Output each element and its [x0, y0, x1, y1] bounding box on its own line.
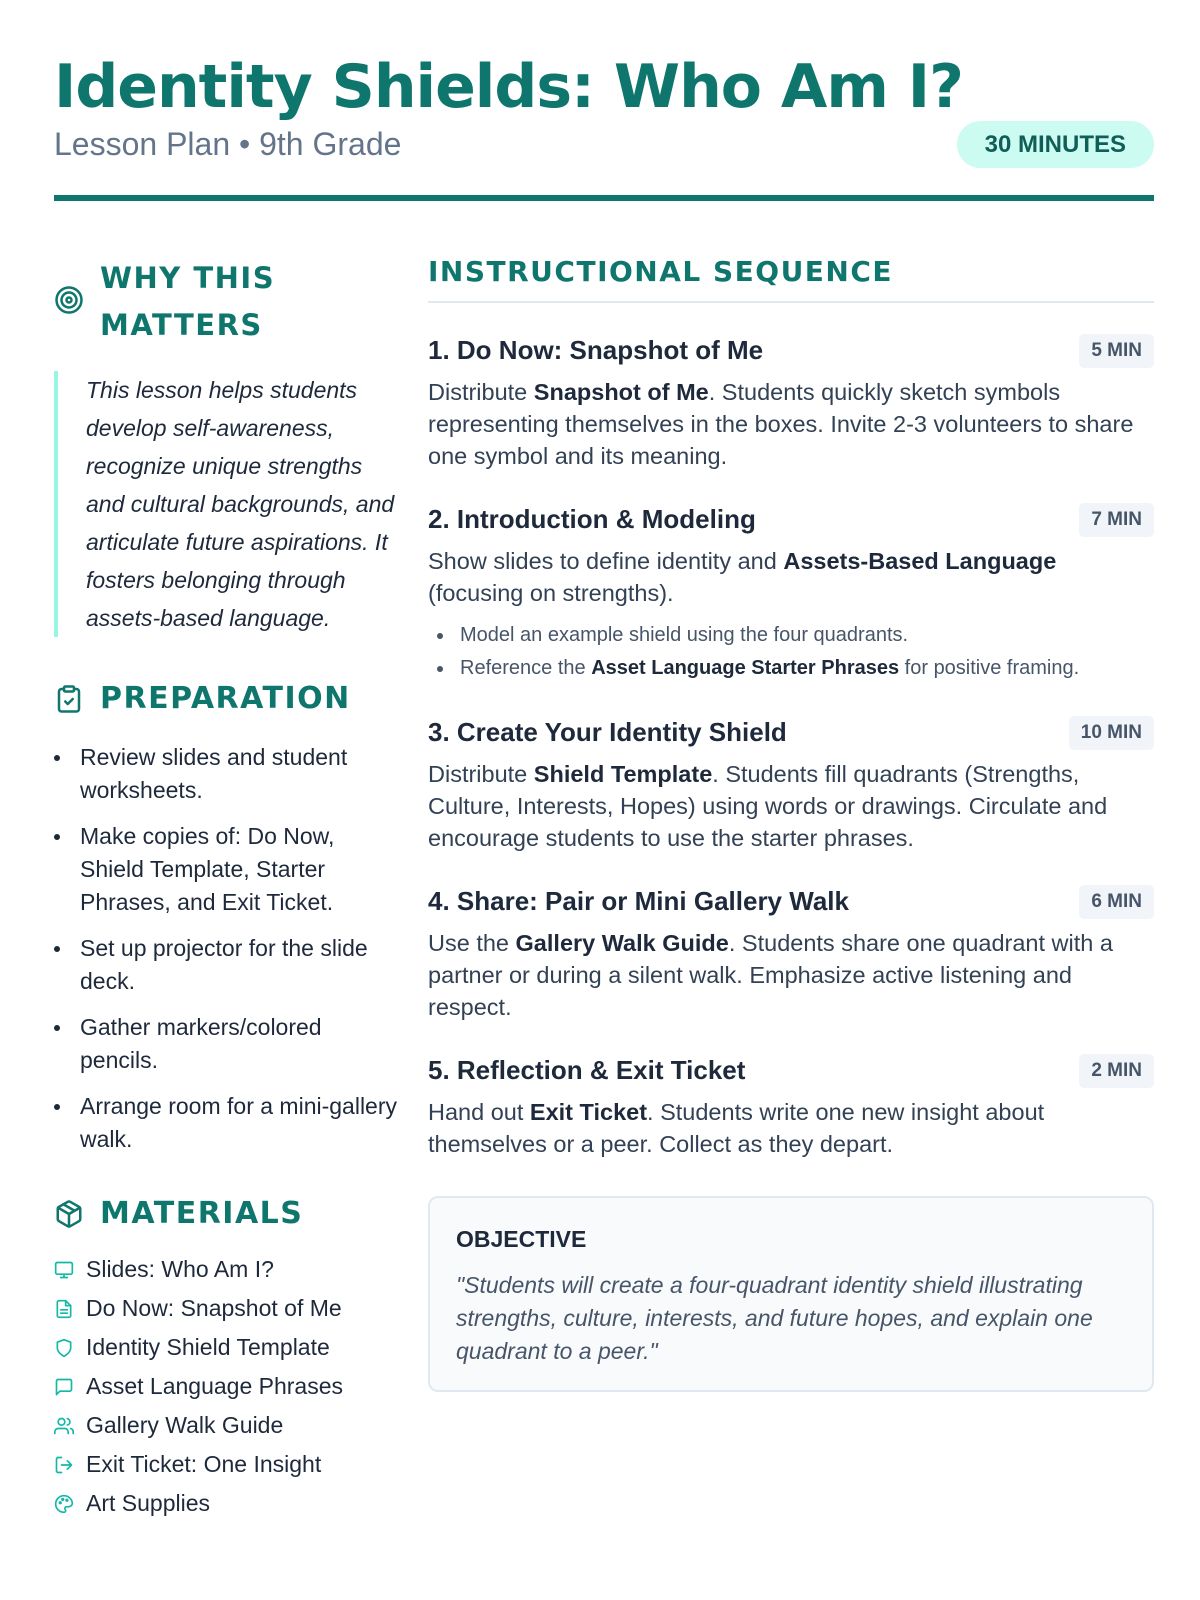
step-bullet-list [428, 619, 1154, 685]
step-duration-badge: 7 MIN [1079, 503, 1154, 537]
preparation-item: Set up projector for the slide deck. [54, 932, 404, 998]
step-text: for positive framing. [899, 657, 1080, 679]
material-label: Do Now: Snapshot of Me [86, 1295, 342, 1321]
document-icon [54, 1299, 74, 1319]
preparation-item: Review slides and student worksheets. [54, 741, 404, 807]
step-description [428, 758, 1154, 854]
material-label: Slides: Who Am I? [86, 1256, 274, 1282]
target-icon [54, 285, 84, 315]
material-label: Gallery Walk Guide [86, 1412, 284, 1438]
step-text: Distribute [428, 761, 534, 787]
page-subtitle: Lesson Plan • 9th Grade [54, 126, 402, 162]
preparation-heading [54, 681, 404, 717]
step-duration-badge: 6 MIN [1079, 885, 1154, 919]
step-text: . Students write one new insight about themselves or a peer. Collect as they depart. [428, 1099, 1045, 1157]
step-title: 5. Reflection & Exit Ticket [428, 1055, 746, 1085]
step-text: Hand out [428, 1099, 530, 1125]
users-icon [54, 1416, 74, 1436]
material-label: Identity Shield Template [86, 1334, 330, 1360]
step-description [428, 927, 1154, 1023]
page-title: Identity Shields: Who Am I? [54, 52, 963, 122]
material-item [54, 1328, 404, 1367]
step-text-bold: Exit Ticket [529, 1099, 648, 1125]
step-title: 2. Introduction & Modeling [428, 504, 756, 534]
step-text-bold: Asset Language Starter Phrases [591, 657, 900, 679]
sequence-step [428, 502, 1154, 685]
step-text: . Students share one quadrant with a partner or during a silent walk. Emphasize active listening and respect. [428, 930, 1113, 1020]
palette-icon [54, 1494, 74, 1514]
materials-heading-label: MATERIALS [100, 1196, 304, 1231]
step-description [428, 376, 1154, 472]
shield-icon [54, 1338, 74, 1358]
step-bullet: Model an example shield using the four quadrants. [428, 619, 1154, 652]
message-icon [54, 1377, 74, 1397]
step-text: (focusing on strengths). [428, 580, 674, 606]
step-text: Reference the [460, 657, 592, 679]
sequence-step [428, 333, 1154, 472]
step-text-bold: Assets-Based Language [783, 548, 1057, 574]
preparation-item: Arrange room for a mini-gallery walk. [54, 1090, 404, 1156]
step-text: . Students quickly sketch symbols representing themselves in the boxes. Invite 2-3 volunteers to share one symbol and its meaning. [428, 379, 1134, 469]
why-this-matters-heading [54, 255, 404, 349]
material-item [54, 1484, 404, 1523]
step-text: . Students fill quadrants (Strengths, Culture, Interests, Hopes) using words or drawings. Circulate and encourage students to use the starter phrases. [428, 761, 1108, 851]
step-title: 4. Share: Pair or Mini Gallery Walk [428, 886, 849, 916]
preparation-item: Make copies of: Do Now, Shield Template, Starter Phrases, and Exit Ticket. [54, 820, 404, 919]
material-item [54, 1445, 404, 1484]
step-description [428, 545, 1154, 609]
material-item [54, 1367, 404, 1406]
step-text-bold: Gallery Walk Guide [515, 930, 729, 956]
step-text-bold: Snapshot of Me [533, 379, 709, 405]
step-text: Show slides to define identity and [428, 548, 784, 574]
clipboard-check-icon [54, 684, 84, 714]
why-heading-line2: MATTERS [100, 308, 263, 342]
material-item [54, 1250, 404, 1289]
objective-box [428, 1196, 1154, 1392]
duration-badge: 30 MINUTES [957, 121, 1154, 168]
step-duration-badge: 2 MIN [1079, 1054, 1154, 1088]
instructional-sequence-heading: INSTRUCTIONAL SEQUENCE [428, 255, 1154, 303]
left-column [54, 255, 404, 1523]
sequence-step [428, 1053, 1154, 1160]
material-item [54, 1406, 404, 1445]
material-label: Exit Ticket: One Insight [86, 1451, 322, 1477]
step-title: 3. Create Your Identity Shield [428, 717, 787, 747]
monitor-icon [54, 1260, 74, 1280]
material-label: Art Supplies [86, 1490, 211, 1516]
step-duration-badge: 10 MIN [1069, 716, 1154, 750]
right-column [428, 255, 1154, 1392]
material-item [54, 1289, 404, 1328]
objective-heading: OBJECTIVE [456, 1226, 587, 1252]
step-text: Distribute [428, 379, 534, 405]
step-description [428, 1096, 1154, 1160]
step-title: 1. Do Now: Snapshot of Me [428, 335, 764, 365]
lesson-plan-page [54, 0, 1154, 1600]
materials-heading [54, 1196, 404, 1232]
step-text: Use the [428, 930, 516, 956]
objective-text: "Students will create a four-quadrant identity shield illustrating strengths, culture, interests, and future hopes, and explain one quadrant to a peer." [456, 1272, 1093, 1364]
box-icon [54, 1199, 84, 1229]
preparation-list [54, 741, 404, 1156]
why-heading-line1: WHY THIS [100, 261, 276, 295]
material-label: Asset Language Phrases [86, 1373, 344, 1399]
why-this-matters-text: This lesson helps students develop self-awareness, recognize unique strengths and cultural backgrounds, and articulate future aspirations. It fosters belonging through assets-based language. [54, 371, 404, 637]
materials-list [54, 1250, 404, 1523]
sequence-step [428, 884, 1154, 1023]
step-duration-badge: 5 MIN [1079, 334, 1154, 368]
exit-icon [54, 1455, 74, 1475]
sequence-step [428, 715, 1154, 854]
header-divider [54, 195, 1154, 201]
step-bullet [428, 652, 1154, 685]
preparation-heading-label: PREPARATION [100, 681, 351, 716]
preparation-item: Gather markers/colored pencils. [54, 1011, 404, 1077]
step-text-bold: Shield Template [533, 761, 713, 787]
